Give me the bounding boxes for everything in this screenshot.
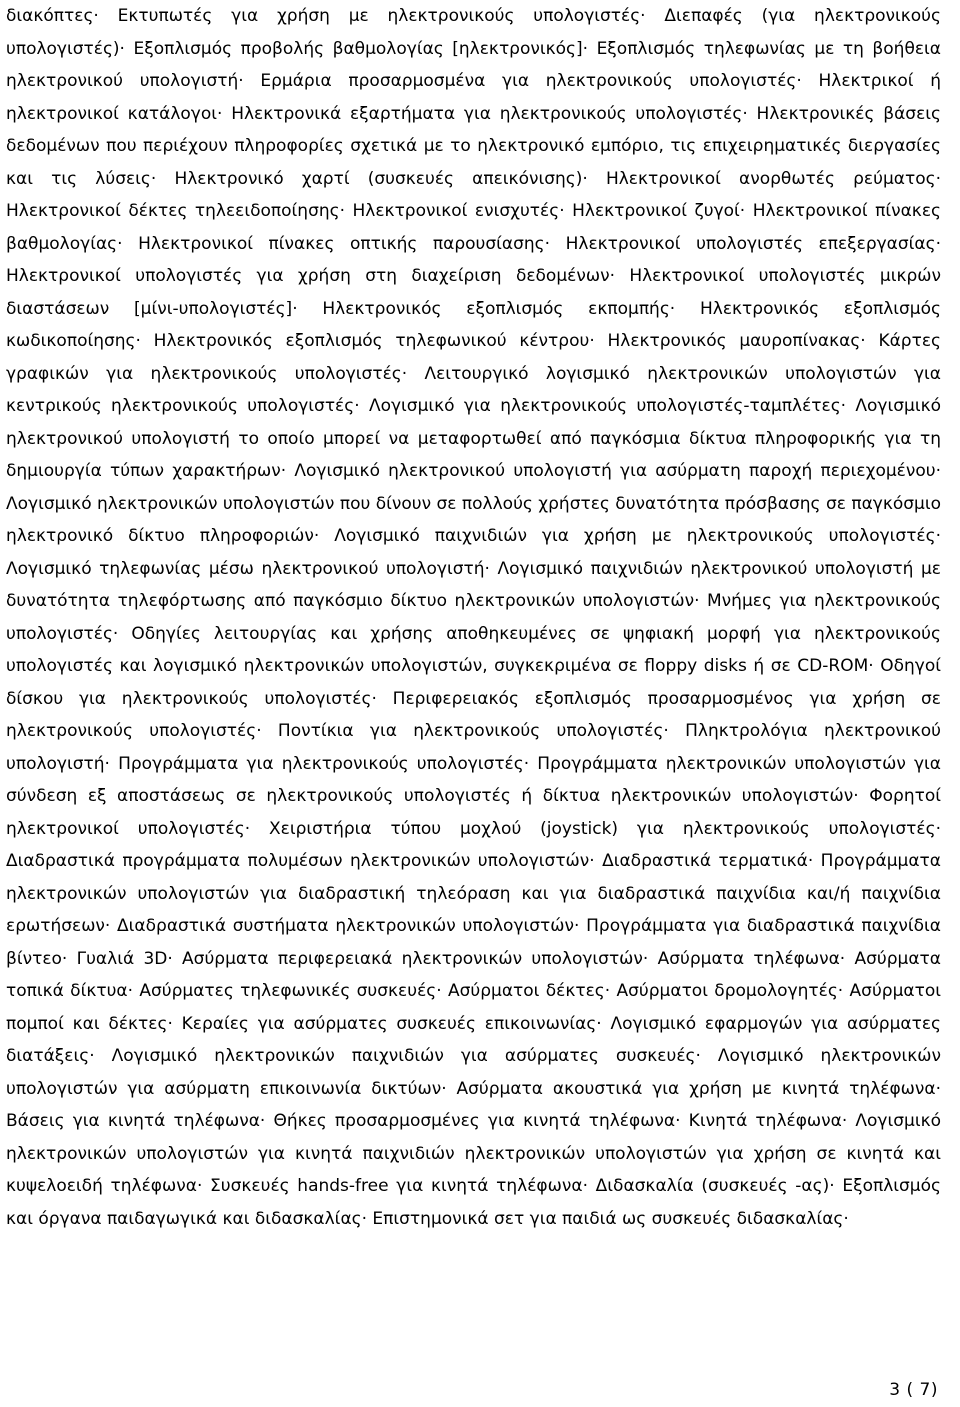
page-number: 3 ( 7) [889, 1380, 938, 1400]
body-paragraph: διακόπτες· Εκτυπωτές για χρήση με ηλεκτρονικούς υπολογιστές· Διεπαφές (για ηλεκτρονικούς υπολογιστές)· Εξοπλισμός προβολής βαθμολογίας [ηλεκτρονικός]· Εξοπλισμός τηλεφωνίας με τη βοήθεια ηλεκτρονικού υπολογιστή· Ερμάρια προσαρμοσμένα για ηλεκτρονικούς υπολογιστές· Ηλεκτρικοί ή ηλεκτρονικοί κατάλογοι· Ηλεκτρονικά εξαρτήματα για ηλεκτρονικούς υπολογιστές· Ηλεκτρονικές βάσεις δεδομένων που περιέχουν πληροφορίες σχετικά με το ηλεκτρονικό εμπόριο, τις επιχειρηματικές διεργασίες και τις λύσεις· Ηλεκτρονικό χαρτί (συσκευές απεικόνισης)· Ηλεκτρονικοί ανορθωτές ρεύματος· Ηλεκτρονικοί δέκτες τηλεειδοποίησης· Ηλεκτρονικοί ενισχυτές· Ηλεκτρονικοί ζυγοί· Ηλεκτρονικοί πίνακες βαθμολογίας· Ηλεκτρονικοί πίνακες οπτικής παρουσίασης· Ηλεκτρονικοί υπολογιστές επεξεργασίας· Ηλεκτρονικοί υπολογιστές για χρήση στη διαχείριση δεδομένων· Ηλεκτρονικοί υπολογιστές μικρών διαστάσεων [μίνι-υπολογιστές]· Ηλεκτρονικός εξοπλισμός εκπομπής· Ηλεκτρονικός εξοπλισμός κωδικοποίησης· Ηλεκτρονικός εξοπλισμός τηλεφωνικού κέντρου· Ηλεκτρονικός μαυροπίνακας· Κάρτες γραφικών για ηλεκτρονικούς υπολογιστές· Λειτουργικό λογισμικό ηλεκτρονικών υπολογιστών για κεντρικούς ηλεκτρονικούς υπολογιστές· Λογισμικό για ηλεκτρονικούς υπολογιστές-ταμπλέτες· Λογισμικό ηλεκτρονικού υπολογιστή το οποίο μπορεί να μεταφορτωθεί από παγκόσμια δίκτυα πληροφορικής για τη δημιουργία τύπων χαρακτήρων· Λογισμικό ηλεκτρονικού υπολογιστή για ασύρματη παροχή περιεχομένου· Λογισμικό ηλεκτρονικών υπολογιστών που δίνουν σε πολλούς χρήστες δυνατότητα πρόσβασης σε παγκόσμιο ηλεκτρονικό δίκτυο πληροφοριών· Λογισμικό παιχνιδιών για χρήση με ηλεκτρονικούς υπολογιστές· Λογισμικό τηλεφωνίας μέσω ηλεκτρονικού υπολογιστή· Λογισμικό παιχνιδιών ηλεκτρονικού υπολογιστή με δυνατότητα τηλεφόρτωσης από παγκόσμιο δίκτυο ηλεκτρονικών υπολογιστών· Μνήμες για ηλεκτρονικούς υπολογιστές· Οδηγίες λειτουργίας και χρήσης αποθηκευμένες σε ψηφιακή μορφή για ηλεκτρονικούς υπολογιστές και λογισμικό ηλεκτρονικών υπολογιστών, συγκεκριμένα σε floppy disks ή σε CD-ROM· Οδηγοί δίσκου για ηλεκτρονικούς υπολογιστές· Περιφερειακός εξοπλισμός προσαρμοσμένος για χρήση σε ηλεκτρονικούς υπολογιστές· Ποντίκια για ηλεκτρονικούς υπολογιστές· Πληκτρολόγια ηλεκτρονικού υπολογιστή· Προγράμματα για ηλεκτρονικούς υπολογιστές· Προγράμματα ηλεκτρονικών υπολογιστών για σύνδεση εξ αποστάσεως σε ηλεκτρονικούς υπολογιστές ή δίκτυα ηλεκτρονικών υπολογιστών· Φορητοί ηλεκτρονικοί υπολογιστές· Χειριστήρια τύπου μοχλού (joystick) για ηλεκτρονικούς υπολογιστές· Διαδραστικά προγράμματα πολυμέσων ηλεκτρονικών υπολογιστών· Διαδραστικά τερματικά· Προγράμματα ηλεκτρονικών υπολογιστών για διαδραστική τηλεόραση και για διαδραστικά παιχνίδια και/ή παιχνίδια ερωτήσεων· Διαδραστικά συστήματα ηλεκτρονικών υπολογιστών· Προγράμματα για διαδραστικά παιχνίδια βίντεο· Γυαλιά 3D· Ασύρματα περιφερειακά ηλεκτρονικών υπολογιστών· Ασύρματα τηλέφωνα· Ασύρματα τοπικά δίκτυα· Ασύρματες τηλεφωνικές συσκευές· Ασύρματοι δέκτες· Ασύρματοι δρομολογητές· Ασύρματοι πομποί και δέκτες· Κεραίες για ασύρματες συσκευές επικοινωνίας· Λογισμικό εφαρμογών για ασύρματες διατάξεις· Λογισμικό ηλεκτρονικών παιχνιδιών για ασύρματες συσκευές· Λογισμικό ηλεκτρονικών υπολογιστών για ασύρματη επικοινωνία δικτύων· Ασύρματα ακουστικά για χρήση με κινητά τηλέφωνα· Βάσεις για κινητά τηλέφωνα· Θήκες προσαρμοσμένες για κινητά τηλέφωνα· Κινητά τηλέφωνα· Λογισμικό ηλεκτρονικών υπολογιστών για κινητά παιχνιδιών ηλεκτρονικών υπολογιστών για χρήση σε κινητά και κυψελοειδή τηλέφωνα· Συσκευές hands-free για κινητά τηλέφωνα· Διδασκαλία (συσκευές -ας)· Εξοπλισμός και όργανα παιδαγωγικά και διδασκαλίας· Επιστημονικά σετ για παιδιά ως συσκευές διδασκαλίας· [6, 6, 941, 1229]
